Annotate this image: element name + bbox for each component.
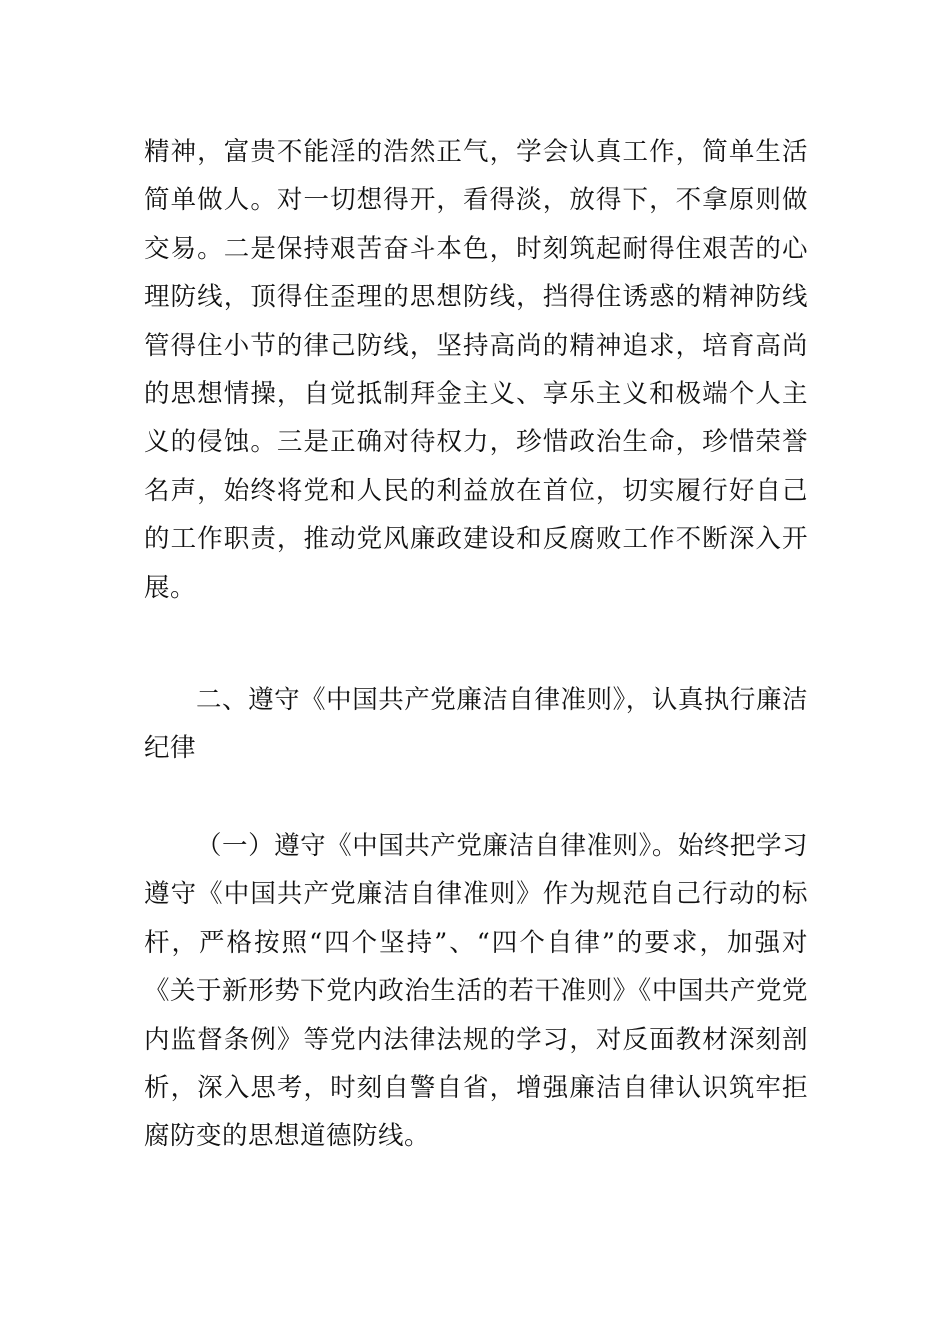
body-paragraph-continued: 精神，富贵不能淫的浩然正气，学会认真工作，简单生活简单做人。对一切想得开，看得淡，放得下，不拿原则做交易。二是保持艰苦奋斗本色，时刻筑起耐得住艰苦的心理防线，顶得住歪理的思想防线，挡得住诱惑的精神防线管得住小节的律己防线，坚持高尚的精神追求，培育高尚的思想情操，自觉抵制拜金主义、享乐主义和极端个人主义的侵蚀。三是正确对待权力，珍惜政治生命，珍惜荣誉名声，始终将党和人民的利益放在首位，切实履行好自己的工作职责，推动党风廉政建设和反腐败工作不断深入开展。 [144,137,808,603]
section-heading-2: 二、遵守《中国共产党廉洁自律准则》，认真执行廉洁纪律 [144,685,808,764]
subsection-paragraph-1: （一）遵守《中国共产党廉洁自律准则》。始终把学习遵守《中国共产党廉洁自律准则》作为规范自己行动的标杆，严格按照“四个坚持”、“四个自律”的要求，加强对《关于新形势下党内政治生活的若干准则》《中国共产党党内监督条例》等党内法律法规的学习，对反面教材深刻剖析，深入思考，时刻自警自省，增强廉洁自律认识筑牢拒腐防变的思想道德防线。 [144,831,808,1152]
